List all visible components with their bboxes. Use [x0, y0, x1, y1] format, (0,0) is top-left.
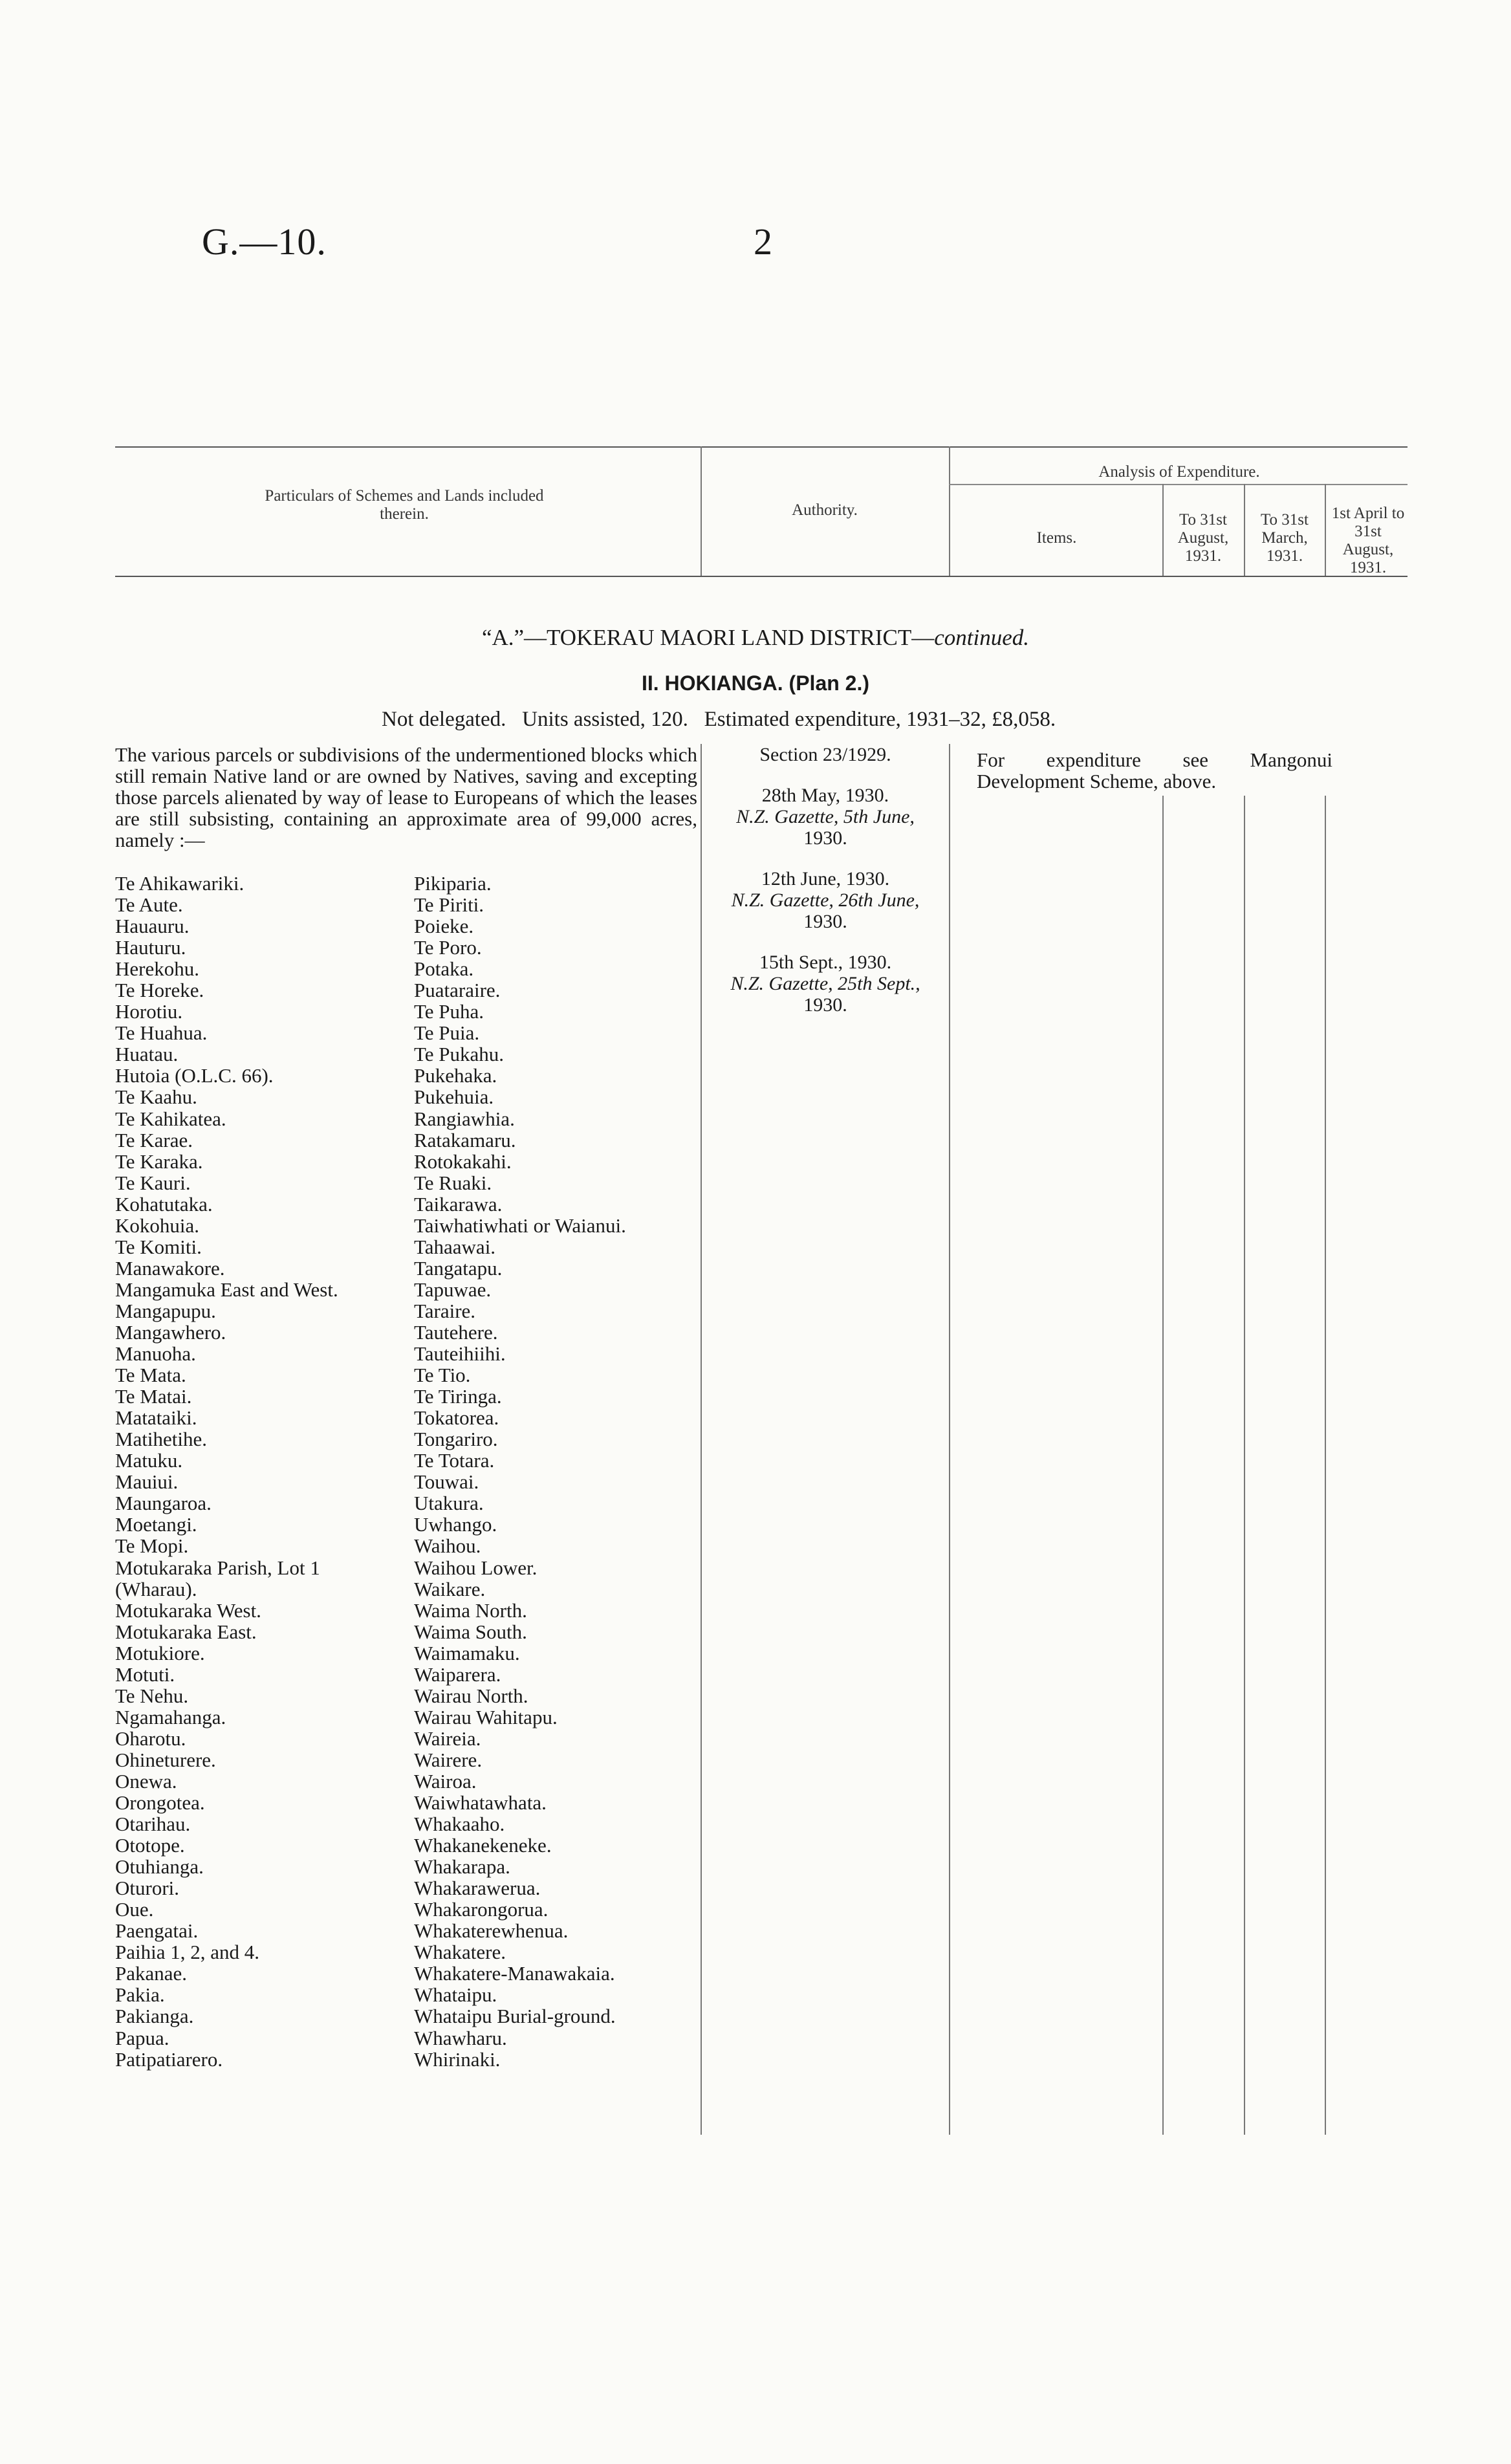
block-name: Whataipu Burial-ground. [414, 2005, 616, 2028]
block-name: Waihou. [414, 1534, 481, 1558]
authority-gazette-1: N.Z. Gazette, 5th June, [736, 806, 915, 827]
block-name: Te Kauri. [115, 1171, 191, 1194]
divider-items-col1 [1162, 484, 1164, 576]
block-name: Huatau. [115, 1043, 179, 1066]
block-name: Te Poro. [414, 936, 482, 959]
scheme-meta: Not delegated. Units assisted, 120. Estimated expenditure, 1931–32, £8,058. [382, 708, 1056, 731]
block-name: Kokohuia. [115, 1214, 200, 1237]
block-name: Taraire. [414, 1299, 476, 1322]
scheme-title: II. HOKIANGA. (Plan 2.) [641, 671, 870, 695]
divider-authority-analysis [949, 446, 950, 576]
block-name: Matuku. [115, 1449, 183, 1472]
block-name: Potaka. [414, 957, 474, 981]
block-name: Ngamahanga. [115, 1705, 226, 1728]
block-name: Te Huahua. [115, 1021, 208, 1045]
block-name: Te Puia. [414, 1021, 480, 1045]
block-name: Waiwhatawhata. [414, 1791, 547, 1815]
block-name: Utakura. [414, 1492, 484, 1515]
particulars-intro: The various parcels or subdivisions of the undermentioned blocks which still remain Native land or are owned by Natives, saving and excepting those parcels alienated by way of lease to Europeans of which the leases are still subsisting, containing an approximate area of 99,000 acres, namely :— [115, 743, 697, 851]
block-name: Whakarawerua. [414, 1877, 541, 1900]
authority-year-1: 1930. [803, 827, 847, 849]
block-name: Matihetihe. [115, 1428, 208, 1451]
block-name: Te Piriti. [414, 893, 484, 917]
block-name: Horotiu. [115, 1000, 183, 1023]
block-name: Whakatere-Manawakaia. [414, 1962, 615, 1985]
block-name: Mangapupu. [115, 1299, 216, 1322]
block-name: Wairau North. [414, 1684, 528, 1707]
block-name: Te Mopi. [115, 1534, 189, 1558]
block-name: Rotokakahi. [414, 1150, 512, 1173]
block-name: Ototope. [115, 1834, 185, 1857]
block-name: Paihia 1, 2, and 4. [115, 1941, 259, 1964]
block-name: Oharotu. [115, 1727, 186, 1750]
block-name: Pukehaka. [414, 1064, 497, 1087]
page-number: 2 [754, 221, 772, 263]
header-authority: Authority. [792, 501, 858, 519]
items-note: For expenditure see Mangonui Development Scheme, above. [977, 748, 1332, 792]
authority-column [709, 744, 942, 1016]
block-name: Te Ruaki. [414, 1171, 492, 1194]
block-name: Otarihau. [115, 1813, 191, 1836]
block-name: Taiwhatiwhati or Waianui. [414, 1214, 626, 1237]
header-analysis: Analysis of Expenditure. [1098, 463, 1260, 481]
district-title: “A.”—TOKERAU MAORI LAND DISTRICT—continued. [481, 625, 1030, 650]
divider-particulars-authority [701, 446, 702, 576]
authority-gazette-3: N.Z. Gazette, 25th Sept., [730, 973, 920, 994]
block-name: Ratakamaru. [414, 1128, 516, 1151]
divider-col2-col3 [1325, 484, 1326, 576]
block-name: Tauteihiihi. [414, 1342, 506, 1366]
block-name: Te Horeke. [115, 979, 204, 1002]
block-name: Wairere. [414, 1748, 483, 1771]
block-name: Motukaraka Parish, Lot 1 [115, 1556, 320, 1579]
block-name: Whirinaki. [414, 2047, 501, 2071]
block-name: Papua. [115, 2026, 169, 2049]
authority-year-2: 1930. [803, 911, 847, 932]
block-name: Tahaawai. [414, 1235, 496, 1258]
block-name: Motuti. [115, 1663, 175, 1686]
block-name: Wairau Wahitapu. [414, 1705, 558, 1728]
block-name: Whakarapa. [414, 1855, 510, 1879]
block-name: Wairoa. [414, 1769, 477, 1793]
block-name: Manawakore. [115, 1256, 225, 1280]
page-identifier: G.—10. [202, 221, 327, 263]
block-name: Te Totara. [414, 1449, 495, 1472]
block-name: Te Tio. [414, 1364, 471, 1387]
block-name: Waima South. [414, 1620, 527, 1643]
block-name: Te Matai. [115, 1385, 192, 1408]
header-particulars: Particulars of Schemes and Lands included therein. [265, 487, 544, 523]
block-name: Tongariro. [414, 1428, 498, 1451]
block-name: Manuoha. [115, 1342, 196, 1366]
header-to-31st-march: To 31st March, 1931. [1261, 511, 1309, 565]
blocks-list-left [115, 873, 400, 2070]
block-name: Tokatorea. [414, 1406, 499, 1430]
authority-section: Section 23/1929. [759, 744, 891, 765]
authority-year-3: 1930. [803, 994, 847, 1016]
block-name: Motukiore. [115, 1641, 205, 1664]
authority-gazette-2: N.Z. Gazette, 26th June, [731, 889, 920, 911]
block-name: Waihou Lower. [414, 1556, 538, 1579]
block-name: Puataraire. [414, 979, 501, 1002]
block-name: Hutoia (O.L.C. 66). [115, 1064, 274, 1087]
block-name: Te Puha. [414, 1000, 484, 1023]
block-name: Te Ahikawariki. [115, 872, 245, 895]
block-name: Pakia. [115, 1983, 165, 2007]
block-name: Taikarawa. [414, 1192, 503, 1216]
block-name: Te Karaka. [115, 1150, 203, 1173]
block-name: Mangawhero. [115, 1320, 226, 1344]
block-name: Maungaroa. [115, 1492, 212, 1515]
block-name: Hauturu. [115, 936, 186, 959]
block-name: Waima North. [414, 1598, 527, 1622]
block-name: Oue. [115, 1898, 154, 1921]
block-name: Te Kahikatea. [115, 1107, 226, 1130]
block-name: Hauauru. [115, 915, 190, 938]
block-name: Pikiparia. [414, 872, 492, 895]
block-name: Rangiawhia. [414, 1107, 515, 1130]
block-name: Te Aute. [115, 893, 183, 917]
block-name: Matataiki. [115, 1406, 197, 1430]
authority-date-2: 12th June, 1930. [761, 868, 890, 889]
header-1st-april-31st-august: 1st April to 31st August, 1931. [1331, 505, 1405, 576]
block-name: Te Pukahu. [414, 1043, 505, 1066]
body-divider-authority-items [949, 744, 950, 2135]
block-name: Uwhango. [414, 1513, 497, 1536]
block-name: Pukehuia. [414, 1085, 494, 1109]
header-items: Items. [1036, 529, 1077, 547]
block-name: Tapuwae. [414, 1278, 492, 1301]
block-name: Tautehere. [414, 1320, 498, 1344]
block-name: (Wharau). [115, 1577, 197, 1600]
block-name: Te Tiringa. [414, 1385, 502, 1408]
block-name: Whawharu. [414, 2026, 507, 2049]
block-name: Paengatai. [115, 1919, 199, 1943]
block-name: Tangatapu. [414, 1256, 503, 1280]
body-divider-col1-col2 [1244, 796, 1245, 2135]
block-name: Touwai. [414, 1470, 479, 1494]
blocks-list-right [414, 873, 699, 2070]
block-name: Otuhianga. [115, 1855, 204, 1879]
block-name: Waikare. [414, 1577, 486, 1600]
block-name: Whataipu. [414, 1983, 497, 2007]
block-name: Mangamuka East and West. [115, 1278, 338, 1301]
block-name: Te Karae. [115, 1128, 193, 1151]
block-name: Te Kaahu. [115, 1085, 197, 1109]
block-name: Pakanae. [115, 1962, 188, 1985]
block-name: Orongotea. [115, 1791, 205, 1815]
body-divider-particulars-authority [701, 744, 702, 2135]
block-name: Motukaraka East. [115, 1620, 257, 1643]
block-name: Te Mata. [115, 1364, 186, 1387]
block-name: Poieke. [414, 915, 474, 938]
block-name: Te Nehu. [115, 1684, 189, 1707]
block-name: Whakatere. [414, 1941, 506, 1964]
header-top-rule [115, 446, 1408, 448]
authority-date-1: 28th May, 1930. [761, 785, 889, 806]
block-name: Waiparera. [414, 1663, 501, 1686]
analysis-subrule [949, 484, 1408, 485]
block-name: Onewa. [115, 1769, 177, 1793]
block-name: Oturori. [115, 1877, 180, 1900]
body-divider-items-col1 [1162, 796, 1164, 2135]
block-name: Waireia. [414, 1727, 481, 1750]
block-name: Whakarongorua. [414, 1898, 549, 1921]
block-name: Patipatiarero. [115, 2047, 223, 2071]
header-bottom-rule [115, 576, 1408, 577]
header-to-31st-august: To 31st August, 1931. [1177, 511, 1229, 565]
block-name: Motukaraka West. [115, 1598, 261, 1622]
block-name: Te Komiti. [115, 1235, 202, 1258]
block-name: Herekohu. [115, 957, 199, 981]
divider-col1-col2 [1244, 484, 1245, 576]
body-divider-col2-col3 [1325, 796, 1326, 2135]
block-name: Moetangi. [115, 1513, 197, 1536]
block-name: Mauiui. [115, 1470, 179, 1494]
block-name: Whakaterewhenua. [414, 1919, 569, 1943]
block-name: Whakanekeneke. [414, 1834, 552, 1857]
block-name: Ohineturere. [115, 1748, 216, 1771]
block-name: Kohatutaka. [115, 1192, 213, 1216]
block-name: Waimamaku. [414, 1641, 520, 1664]
block-name: Whakaaho. [414, 1813, 505, 1836]
authority-date-3: 15th Sept., 1930. [759, 952, 892, 973]
block-name: Pakianga. [115, 2005, 194, 2028]
